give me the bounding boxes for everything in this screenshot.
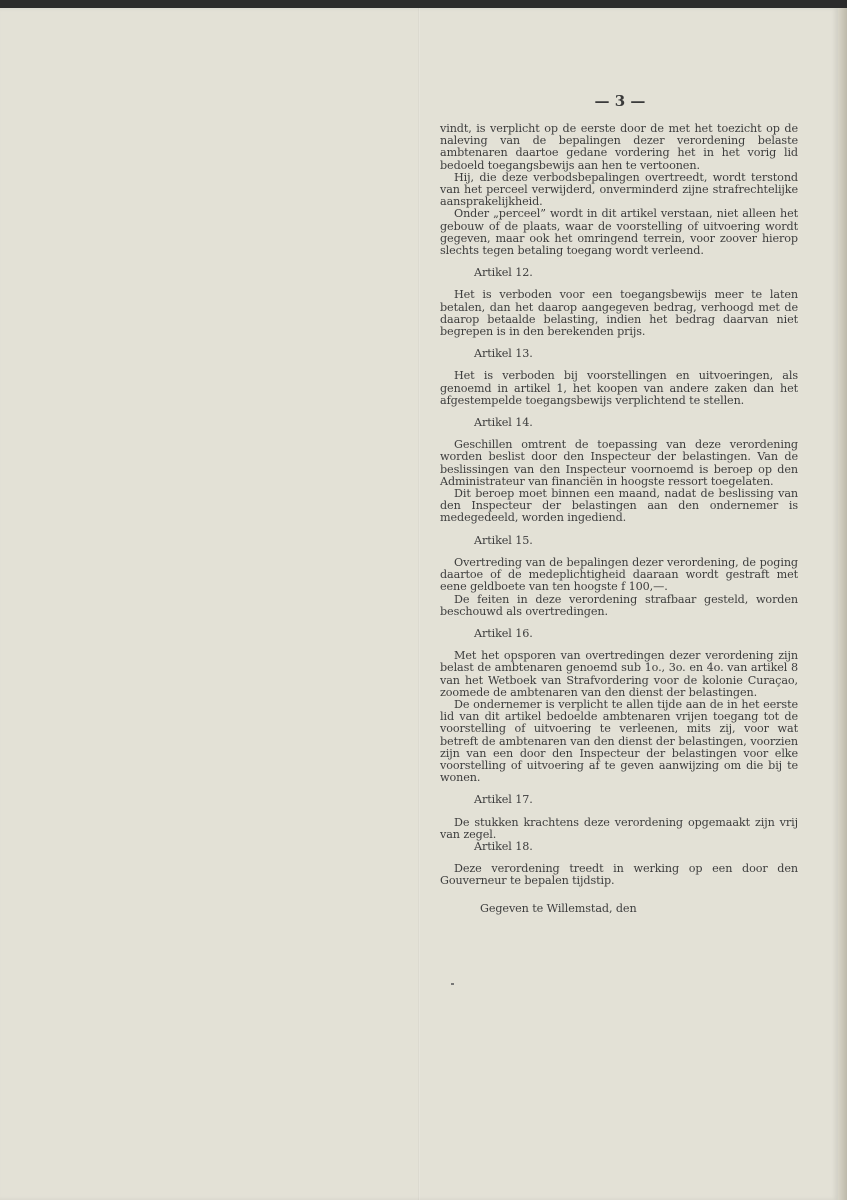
text-column bbox=[440, 123, 798, 915]
article-17-heading: Artikel 17. bbox=[474, 793, 533, 807]
article-14-heading: Artikel 14. bbox=[474, 416, 533, 430]
paragraph: Hij, die deze verbodsbepalingen overtreedt, wordt terstond van het perceel verwijderd, onverminderd zijne strafrechtelijke aansprakelijkheid. bbox=[440, 170, 798, 209]
paragraph: Onder „perceel” wordt in dit artikel verstaan, niet alleen het gebouw of de plaats, waar de voorstelling of uitvoering wordt gegeven, maar ook het omringend terrein, voor zoover hierop slechts tegen betaling toegang wordt verleend. bbox=[440, 207, 798, 258]
article-13-heading: Artikel 13. bbox=[474, 347, 533, 361]
page-fold bbox=[418, 8, 420, 1200]
paragraph: Overtreding van de bepalingen dezer verordening, de poging daartoe of de medeplichtigheid daaraan wordt gestraft met eene geldboete van ten hoogste f 100,—. bbox=[440, 555, 798, 594]
page-number: — 3 — bbox=[594, 92, 646, 110]
article-18-heading: Artikel 18. bbox=[474, 839, 533, 853]
article-16-heading: Artikel 16. bbox=[474, 626, 533, 640]
paragraph: vindt, is verplicht op de eerste door de met het toezicht op de naleving van de bepalingen dezer verordening belaste ambtenaren daartoe gedane vordering het in het vorig lid bedoeld toegangsbewijs aan hen te vertoonen. bbox=[440, 122, 798, 172]
paragraph: Deze verordening treedt in werking op een door den Gouverneur te bepalen tijdstip. bbox=[440, 862, 798, 888]
paragraph: De feiten in deze verordening strafbaar gesteld, worden beschouwd als overtredingen. bbox=[440, 592, 798, 618]
paragraph: Het is verboden bij voorstellingen en uitvoeringen, als genoemd in artikel 1, het koopen van andere zaken dan het afgestempelde toegangsbewijs verplichtend te stellen. bbox=[440, 369, 798, 407]
paragraph: Het is verboden voor een toegangsbewijs meer te laten betalen, dan het daarop aangegeven bedrag, verhoogd met de daarop betaalde belasting, indien het bedrag daarvan niet begrepen is in den berekenden prijs. bbox=[440, 288, 798, 339]
ink-mark bbox=[451, 983, 454, 985]
paragraph: Met het opsporen van overtredingen dezer verordening zijn belast de ambtenaren genoemd sub 1o., 3o. en 4o. van artikel 8 van het Wetboek van Strafvordering voor de kolonie Curaçao, zoomede de ambtenaren van den dienst der belastingen. bbox=[440, 649, 798, 699]
paragraph: Dit beroep moet binnen een maand, nadat de beslissing van den Inspecteur der belastingen aan den ondernemer is medegedeeld, worden ingediend. bbox=[440, 487, 798, 525]
closing-line: Gegeven te Willemstad, den bbox=[480, 901, 637, 915]
paragraph: Geschillen omtrent de toepassing van deze verordening worden beslist door den Inspecteur der belastingen. Van de beslissingen van den Inspecteur voornoemd is beroep op den Administrateur van financiën in hoogste ressort toegelaten. bbox=[440, 438, 798, 488]
page-edge bbox=[838, 8, 847, 1200]
paragraph: De stukken krachtens deze verordening opgemaakt zijn vrij van zegel. bbox=[440, 815, 798, 841]
paragraph: De ondernemer is verplicht te allen tijde aan de in het eerste lid van dit artikel bedoelde ambtenaren vrijen toegang tot de voorstelling of uitvoering te verleenen, mits zij, voor wat betreft de ambtenaren van den dienst der belastingen, voorzien zijn van een door den Inspecteur der belastingen voor elke voorstelling of uitvoering af te geven aanwijzing om die bij te wonen. bbox=[440, 697, 798, 785]
article-15-heading: Artikel 15. bbox=[474, 533, 533, 547]
article-12-heading: Artikel 12. bbox=[474, 266, 533, 280]
